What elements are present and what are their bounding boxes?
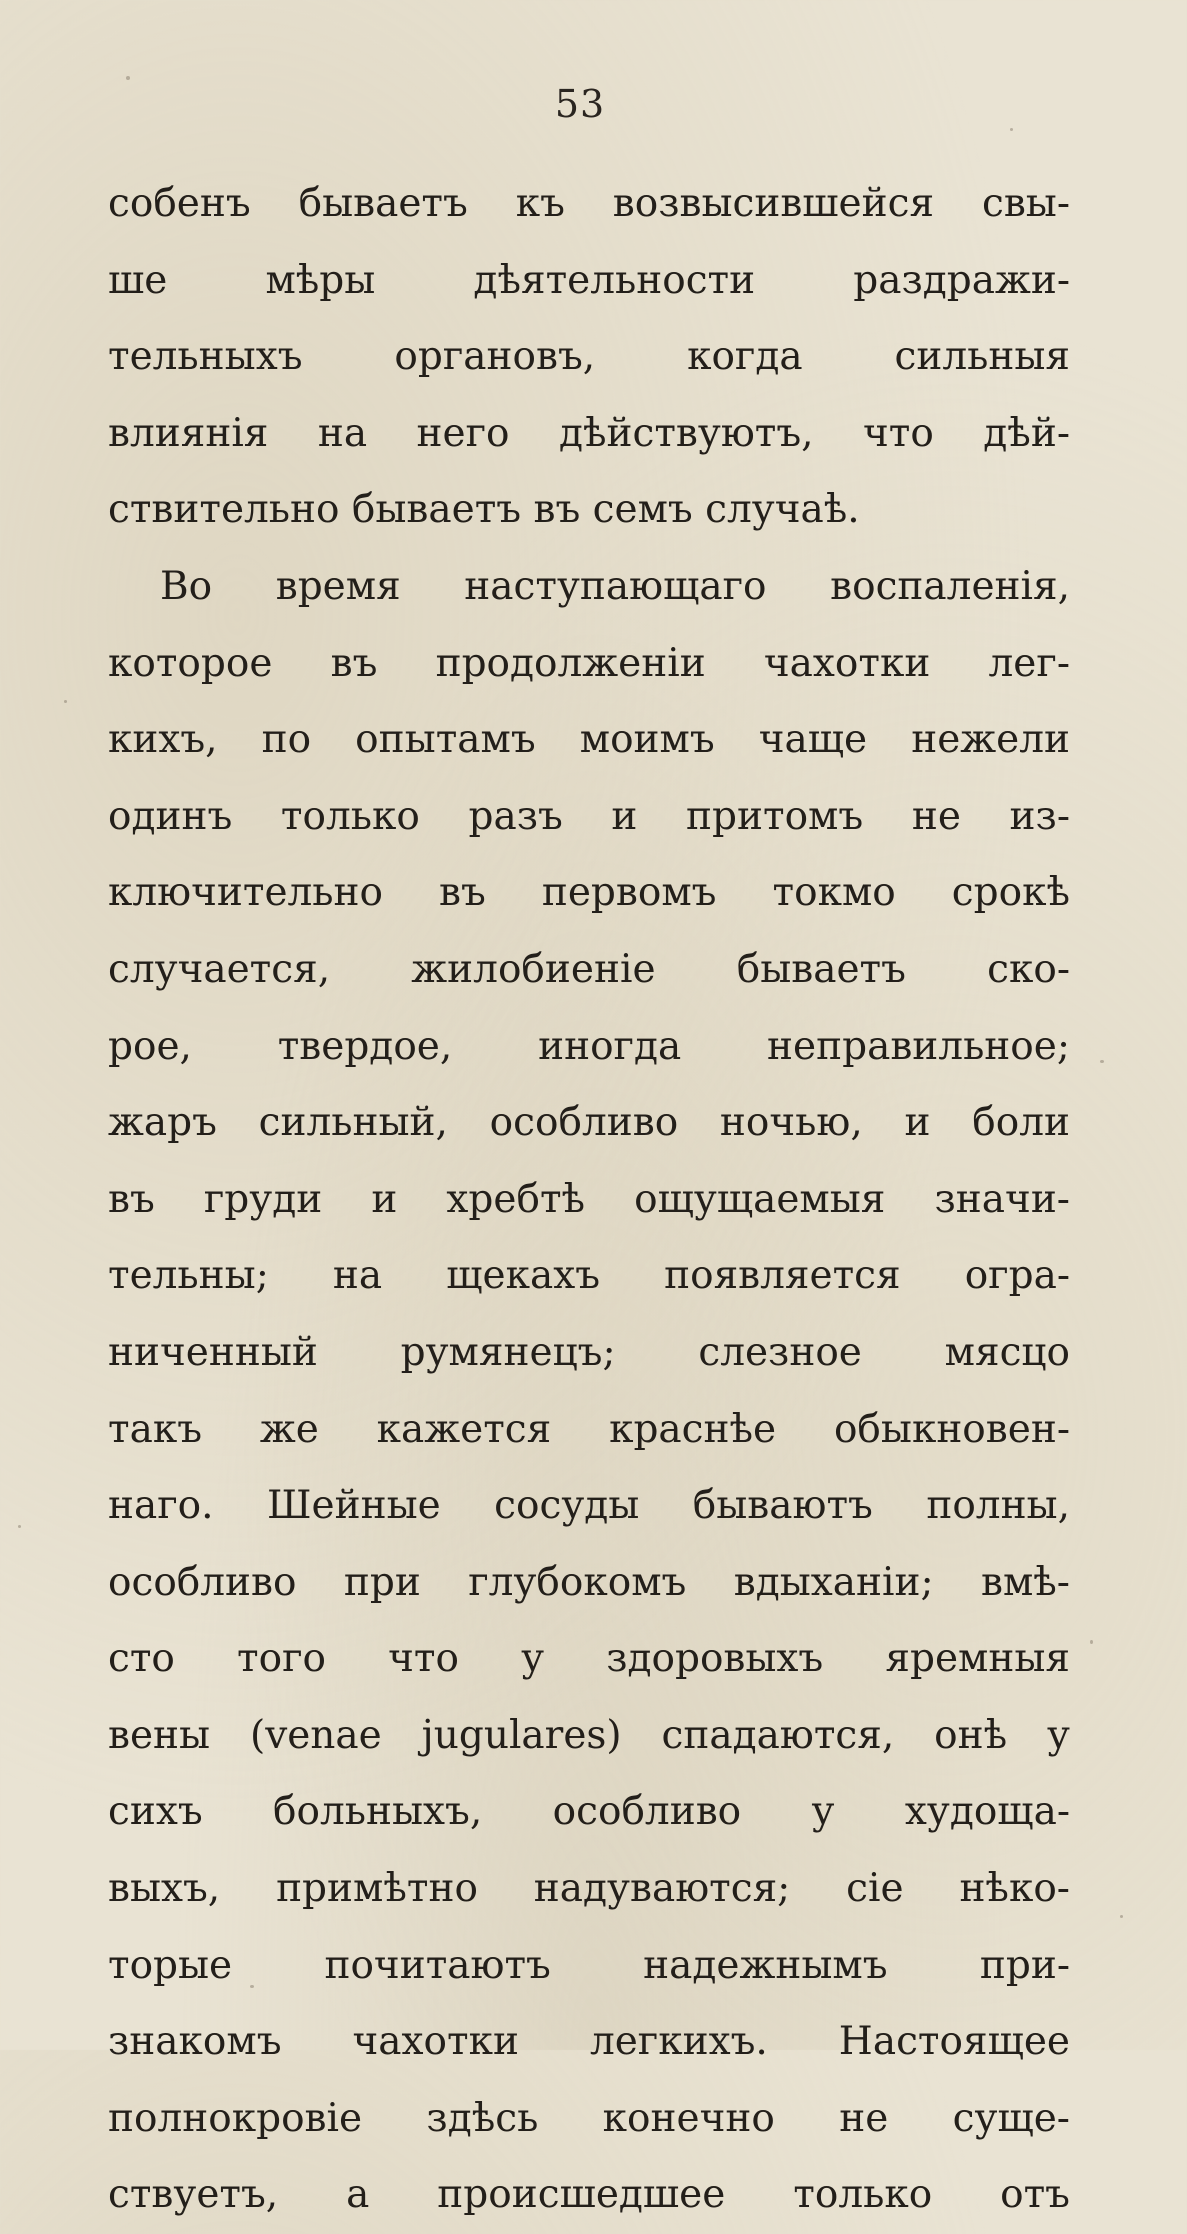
paper-speck	[1120, 1915, 1123, 1918]
paragraph-first-line: Во время наступающаго воспаленія,	[160, 563, 1070, 609]
text-line: сихъ больныхъ, особливо у худоща-	[108, 1789, 1070, 1835]
text-line: наго. Шейные сосуды бываютъ полны,	[108, 1483, 1070, 1529]
paper-speck	[1100, 1060, 1104, 1063]
text-line: полнокровіе здѣсь конечно не суще-	[108, 2095, 1070, 2141]
paper-speck	[18, 1525, 21, 1528]
text-line: тельныхъ органовъ, когда сильныя	[108, 334, 1070, 380]
text-line: сто того что у здоровыхъ яремныя	[108, 1636, 1070, 1682]
text-line: влиянія на него дѣйствуютъ, что дѣй-	[108, 410, 1070, 456]
paper-speck	[64, 700, 67, 703]
text-line: которое въ продолженіи чахотки лег-	[108, 640, 1070, 686]
text-line: ствуетъ, а происшедшее только отъ	[108, 2172, 1070, 2218]
paper-speck	[250, 1985, 254, 1988]
text-line: ше мѣры дѣятельности раздражи-	[108, 257, 1070, 303]
text-line: кихъ, по опытамъ моимъ чаще нежели	[108, 717, 1070, 763]
text-line: жаръ сильный, особливо ночью, и боли	[108, 1100, 1070, 1146]
text-line: случается, жилобиеніе бываетъ ско-	[108, 946, 1070, 992]
text-line: въ груди и хребтѣ ощущаемыя значи-	[108, 1176, 1070, 1222]
text-line: тельны; на щекахъ появляется огра-	[108, 1253, 1070, 1299]
paper-speck	[126, 76, 130, 80]
text-line: выхъ, примѣтно надуваются; сіе нѣко-	[108, 1866, 1070, 1912]
text-line: ключительно въ первомъ токмо срокѣ	[108, 870, 1070, 916]
text-line: торые почитаютъ надежнымъ при-	[108, 1942, 1070, 1988]
text-line: собенъ бываетъ къ возвысившейся свы-	[108, 181, 1070, 226]
paper-speck	[1010, 128, 1013, 131]
text-line: знакомъ чахотки легкихъ. Настоящее	[108, 2019, 1070, 2065]
paper-speck	[1090, 1640, 1093, 1644]
text-line: особливо при глубокомъ вдыханіи; вмѣ-	[108, 1559, 1070, 1605]
text-line: ниченный румянецъ; слезное мясцо	[108, 1329, 1070, 1375]
text-line: вены (venae jugulares) спадаются, онѣ у	[108, 1712, 1070, 1758]
text-line: ствительно бываетъ въ семъ случаѣ.	[108, 487, 860, 533]
body-text	[108, 166, 1070, 2234]
text-line: такъ же кажется краснѣе обыкновен-	[108, 1406, 1070, 1452]
text-line: рое, твердое, иногда неправильное;	[108, 1023, 1070, 1069]
page-number: 53	[554, 82, 606, 126]
text-line: одинъ только разъ и притомъ не из-	[108, 793, 1070, 839]
